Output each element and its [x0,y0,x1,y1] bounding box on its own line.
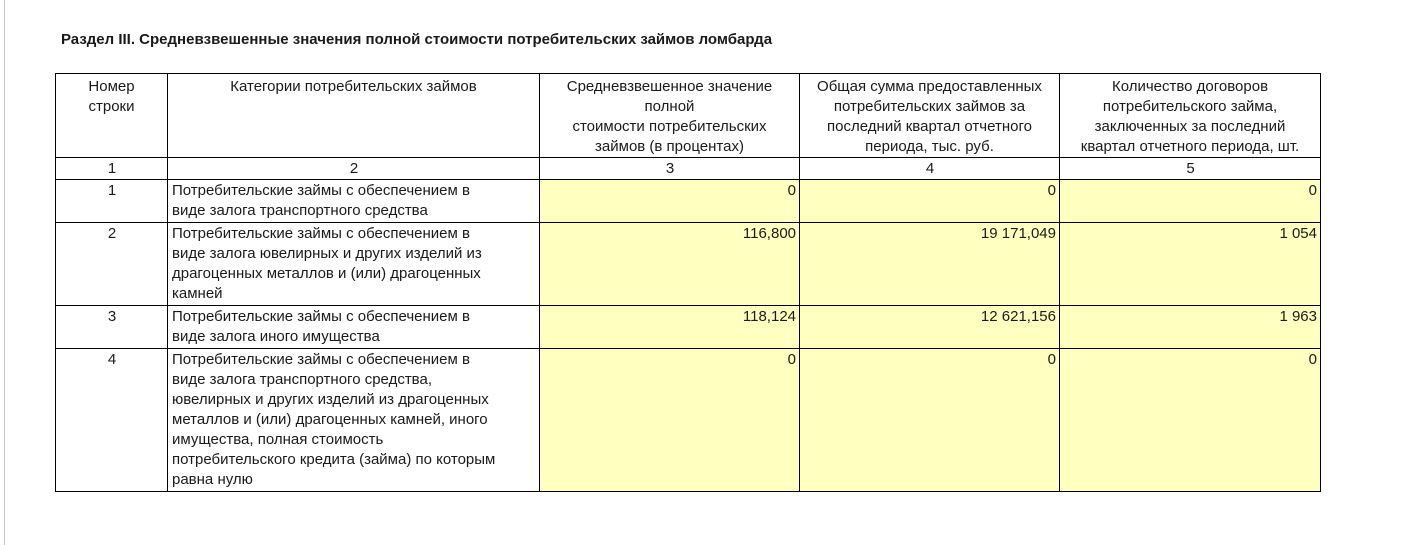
row-category: Потребительские займы с обеспечением в виде залога иного имущества [168,306,540,349]
row-number: 1 [56,180,168,223]
column-number: 5 [1060,158,1321,180]
header-avg-rate: Средневзвешенное значение полной стоимости потребительских займов (в процентах) [540,74,800,158]
row-number: 3 [56,306,168,349]
contracts-cell[interactable]: 1 054 [1060,223,1321,306]
row-category: Потребительские займы с обеспечением в виде залога ювелирных и других изделий из драгоценных металлов и (или) драгоценных камней [168,223,540,306]
row-category: Потребительские займы с обеспечением в виде залога транспортного средства [168,180,540,223]
row-number: 2 [56,223,168,306]
column-number: 2 [168,158,540,180]
avg-rate-cell[interactable]: 118,124 [540,306,800,349]
contracts-cell[interactable]: 0 [1060,180,1321,223]
header-total-sum: Общая сумма предоставленных потребительских займов за последний квартал отчетного периода, тыс. руб. [800,74,1060,158]
header-row-number: Номер строки [56,74,168,158]
total-sum-cell[interactable]: 12 621,156 [800,306,1060,349]
contracts-cell[interactable]: 0 [1060,349,1321,492]
column-number: 4 [800,158,1060,180]
table-row [56,306,1321,349]
row-category: Потребительские займы с обеспечением в виде залога транспортного средства, ювелирных и других изделий из драгоценных металлов и (или) драгоценных камней, иного имущества, полная стоимость потребительского кредита (займа) по которым равна нулю [168,349,540,492]
table-row [56,180,1321,223]
total-sum-cell[interactable]: 0 [800,180,1060,223]
report-table [55,73,1321,492]
row-number: 4 [56,349,168,492]
column-number: 3 [540,158,800,180]
contracts-cell[interactable]: 1 963 [1060,306,1321,349]
table-row [56,349,1321,492]
column-number-row [56,158,1321,180]
total-sum-cell[interactable]: 19 171,049 [800,223,1060,306]
section-title: Раздел III. Средневзвешенные значения полной стоимости потребительских займов ломбарда [61,31,773,48]
column-number: 1 [56,158,168,180]
header-row [56,74,1321,158]
total-sum-cell[interactable]: 0 [800,349,1060,492]
header-contracts: Количество договоров потребительского займа, заключенных за последний квартал отчетного периода, шт. [1060,74,1321,158]
table-row [56,223,1321,306]
left-border-line [4,0,5,545]
header-category: Категории потребительских займов [168,74,540,158]
avg-rate-cell[interactable]: 116,800 [540,223,800,306]
avg-rate-cell[interactable]: 0 [540,349,800,492]
avg-rate-cell[interactable]: 0 [540,180,800,223]
